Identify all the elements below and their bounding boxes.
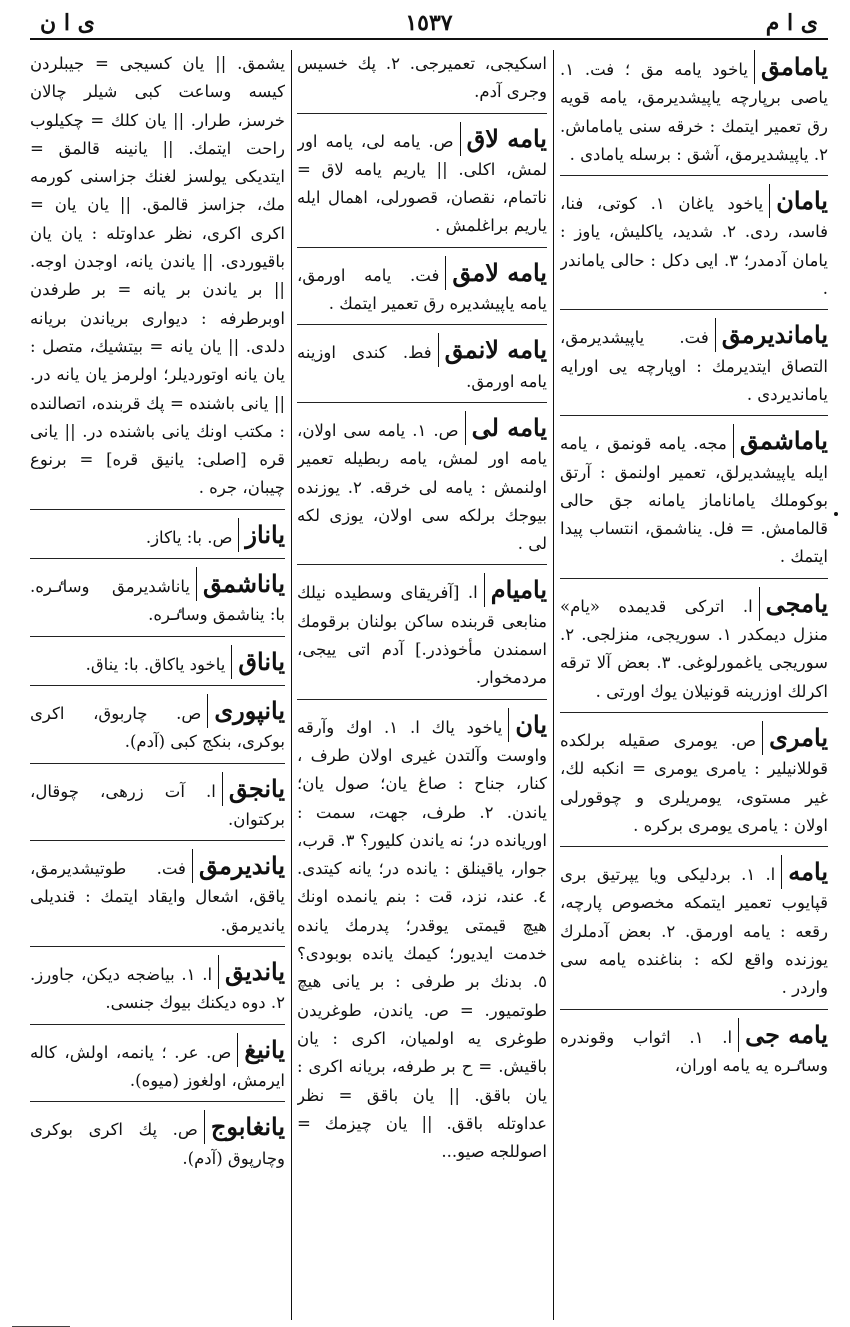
column-separator: [291, 50, 292, 1320]
dictionary-entry: [560, 184, 828, 310]
entry-headword: یامری: [762, 721, 828, 755]
dictionary-entry: [560, 50, 828, 176]
entry-definition: ا. ١. بیاضجه دیکن، جاورز. ٢. دوه دیکنك بیوك جنسی.: [30, 965, 285, 1013]
entry-definition: مجه. یامه قونمق ، یامه ایله یاپیشدیرلق، تعمیر اولنمق : آرتق بوکوملك یاماناماز یامانه جق حالی قالمامش. = فل. یناشمق، انتساب پیدا ایتمك .: [560, 434, 828, 567]
right-column: [560, 50, 828, 1320]
dictionary-entry: [30, 849, 285, 947]
entry-headword: یامه لی: [465, 411, 547, 445]
entry-headword: یامان: [769, 184, 828, 218]
header-left-letters: ی ا ن: [40, 10, 95, 36]
dictionary-entry: [297, 333, 547, 403]
dictionary-entry: [560, 424, 828, 578]
entry-definition: فط. کندی اوزینه یامه اورمق.: [297, 343, 547, 391]
ink-dot: [834, 512, 838, 516]
entry-definition: ا. اترکی قدیمده «یام» منزل دیمکدر ١. سوریجی، منزلجی. ٢. سوریجی یاغمورلوغی. ٣. بعض آلا ترقه اکرلك اوزرینه قونیلان یوك اورتی .: [560, 596, 828, 701]
entry-definition: یشمق. || یان کسیجی = جیبلردن کیسه وساعت کبی شیلر چالان خرسز، طرار. || یان کلك = چکیلوب راحت ایتمك. || یانینه قالمق = ایتدیکی یولسز لغنك جزاسنی کورمه مك، جزاسز قالمق. || یان یان = اکری اکری، نظر عداوتله : یان یان باقیوردی. || یاندن یانه، اوجدن اوجه. || بر یاندن بر یانه = بر طرفدن اوبرطرفه : دیواری بریاندن بریانه دلدی. || یان یانه = بیتشیك، متصل : یان یانه اوتوردیلر؛ اولرمز یان یانه در. || یانی باشنده = پك قربنده، اتصالنده : مکتب اونك یانی باشنده در. || یانی قره [اصلی: یانیق قره] = برنوع چیبان، جره .: [30, 54, 285, 498]
entry-definition: ا. آت زرهی، چوقال، برکتوان.: [30, 781, 285, 829]
entry-headword: یانیغ: [237, 1033, 285, 1067]
entry-definition: اسکیجی، تعمیرجی. ٢. پك خسیس وجری آدم.: [297, 54, 547, 102]
entry-definition: ص. با: یاکاز.: [145, 527, 233, 547]
entry-definition: ا. ١. بردلیکی ویا یپرتیق بری قپایوب تعمیر ایتمکه مخصوص پارچه، رقعه : یامه اورمق. ٢. بعض آدملرك یوزنده واقع لکه : بناغنده یامه سی واردر .: [560, 865, 828, 998]
entry-definition: ص. چاربوق، اکری بوکری، بنکج کبی (آدم).: [30, 703, 285, 752]
entry-definition: ا. ١. اثواب وقوندره وساٸره یه یامه اوران،: [560, 1027, 828, 1075]
entry-headword: یاندیرمق: [192, 849, 285, 883]
entry-headword: یاناشمق: [196, 567, 285, 601]
dictionary-entry: [30, 518, 285, 559]
entry-definition: یاخود یاك ا. ١. اوك وآرقه واوست وآلتدن غیری اولان طرف ، کنار، جناح : صاغ یان؛ صول یان؛ یاندن. ٢. طرف، جهت، سمت : اوریانده در؛ نه یاندن کلیور؟ ٣. قرب، جوار، یاقینلق : یانده در؛ یانه کیتدی. ٤. عند، نزد، قت : بنم یانمده اونك هیچ قیمتی یوقدر؛ پدرمك یانده خدمت ایدیور؛ کیمك یانده بوبودی؟ ٥. بدنك بر طرفی : بر یانی هیچ طوتمیور. = ص. یاندن، طوغریدن طوغری یه اولمیان، اکری : یان باقیش. = ح بر طرفه، بریانه اکری : یان باقق. || یان باقق = نظر عداوتله باقق. || یان چیزمك = اصوللجه صیو...: [297, 717, 547, 1162]
entry-definition: یاخود یاکاق. با: یناق.: [85, 654, 226, 674]
entry-definition: یاناشدیرمق وساٸره. با: یناشمق وساٸره.: [30, 577, 285, 625]
dictionary-entry: [30, 1110, 285, 1179]
entry-definition: فت. یامه اورمق، یامه یاپیشدیره رق تعمیر ایتمك .: [297, 265, 547, 314]
dictionary-entry: [560, 1018, 828, 1087]
dictionary-entry: [30, 694, 285, 764]
entry-headword: یامجی: [759, 587, 828, 621]
header-right-letters: ی ا م: [765, 10, 818, 36]
dictionary-entry: [30, 772, 285, 842]
entry-headword: یانغابوج: [204, 1110, 285, 1144]
entry-definition: فت. طوتیشدیرمق، یاقق، اشعال وایقاد ایتمك : قندیلی یاندیرمق.: [30, 859, 285, 935]
page-header: [30, 8, 828, 40]
entry-headword: یاناز: [238, 518, 285, 552]
entry-definition: ص. یومری صقیله برلکده قوللانیلیر : یامری یومری = انکبه لك، غیر مستوی، یومریلری و چوقورلی اولان : یامری یومری برکره .: [560, 730, 828, 835]
entry-headword: یامامق: [754, 50, 828, 84]
entry-headword: یاناق: [231, 645, 285, 679]
entry-headword: یامه جی: [738, 1018, 828, 1052]
entry-headword: یان: [508, 708, 547, 742]
dictionary-entry: [297, 122, 547, 248]
entry-definition: یاخود یاغان ١. کوتی، فنا، فاسد، ردی. ٢. شدید، یاکلیش، یاوز : یامان آدمدر؛ ٣. ایی دکل : حالی یاماندر .: [560, 194, 828, 299]
dictionary-entry: [297, 708, 547, 1173]
dictionary-entry: [297, 256, 547, 326]
dictionary-entry: [297, 411, 547, 565]
entry-definition: فت. یاپیشدیرمق، التصاق ایتدیرمك : اوپارچه یی اورایه یاماندیردی .: [560, 328, 828, 404]
entry-headword: یاماشمق: [733, 424, 828, 458]
entry-headword: یامه لامق: [445, 256, 547, 290]
entry-definition: ص. پك اکری بوکری وچارپوق (آدم).: [30, 1120, 285, 1168]
dictionary-entry: [30, 567, 285, 637]
entry-headword: یامه لاق: [460, 122, 547, 156]
entry-headword: یانجق: [222, 772, 285, 806]
page-number: ١٥٣٧: [405, 10, 453, 36]
middle-column: [297, 50, 547, 1320]
dictionary-entry: [297, 50, 547, 114]
dictionary-entry: [297, 573, 547, 699]
dictionary-entry: [560, 587, 828, 713]
entry-headword: یامه: [781, 855, 828, 889]
entry-headword: یامه لانمق: [438, 333, 547, 367]
entry-definition: ص. ١. یامه سی اولان، یامه اور لمش، یامه ربطیله تعمیر اولنمش : یامه لی خرقه. ٢. یوزنده بیوجك برلکه سی اولان، یوزی لکه لی .: [297, 420, 547, 554]
entry-definition: ص. عر. ؛ یانمه، اولش، کاله ایرمش، اولغوز (میوه).: [30, 1042, 285, 1090]
dictionary-entry: [560, 855, 828, 1009]
dictionary-entry: [30, 50, 285, 510]
left-column: [30, 50, 285, 1320]
column-separator: [553, 50, 554, 1320]
entry-headword: یاماندیرمق: [715, 318, 828, 352]
dictionary-entry: [30, 645, 285, 686]
dictionary-entry: [560, 318, 828, 416]
dictionary-entry: [30, 955, 285, 1025]
entry-definition: یاخود یامه مق ؛ فت. ١. یاصی برپارچه یاپیشدیرمق، یامه قویه رق تعمیر ایتمك : خرقه سنی یاماماش. ٢. یاپیشدیرمق، آشق : برسله یامادی .: [560, 60, 828, 164]
entry-definition: ص. یامه لی، یامه اور لمش، اکلی. || یاریم یامه لاق = ناتمام، نقصان، قصورلی، اهمال ایله یاریم براغلمش .: [297, 131, 547, 236]
entry-headword: یاندیق: [218, 955, 285, 989]
entry-definition: ا. [آفریقای وسطیده نیلك منابعی قربنده ساکن بولنان برقومك اسمندن مأخوذدر.] آدم اتی ییجی، مردمخوار.: [297, 583, 547, 688]
entry-headword: یانپوری: [207, 694, 285, 728]
dictionary-entry: [30, 1033, 285, 1103]
entry-headword: یامیام: [484, 573, 547, 607]
dictionary-entry: [560, 721, 828, 847]
